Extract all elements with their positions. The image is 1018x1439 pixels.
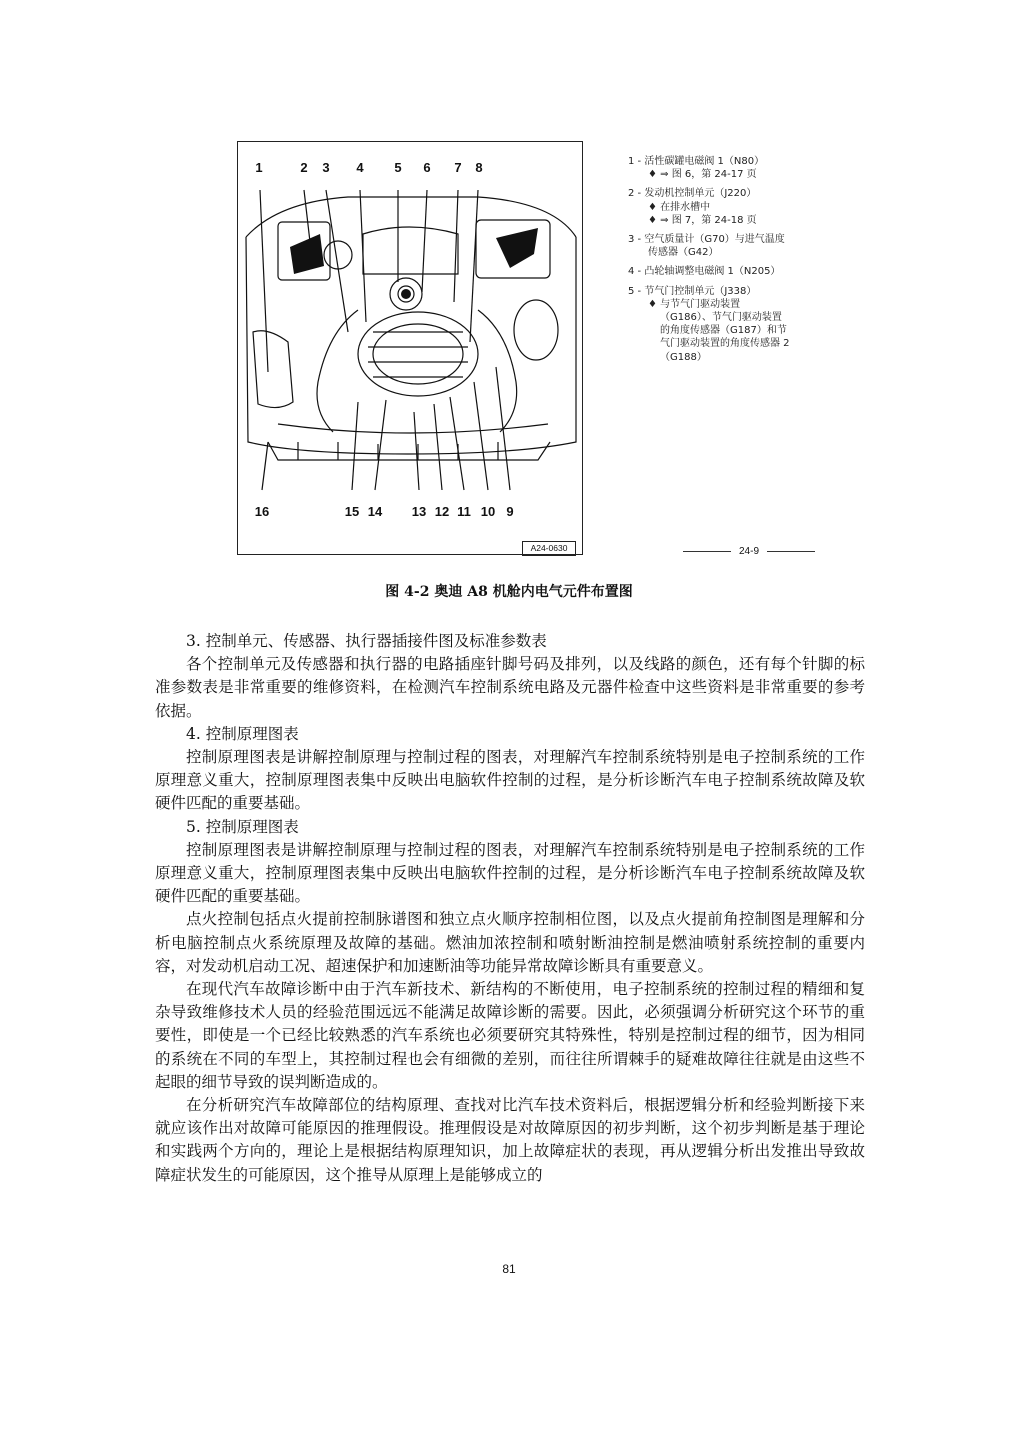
legend-item-note: ♦ ⇒ 图 6，第 24-17 页 xyxy=(648,169,757,181)
legend-item xyxy=(628,187,828,227)
engine-bay-figure xyxy=(237,141,583,555)
legend-item-title: 4 - 凸轮轴调整电磁阀 1（N205） xyxy=(628,266,781,278)
legend-item-continuation: 气门驱动装置的角度传感器 2 xyxy=(660,338,790,350)
callout-label: 1 xyxy=(255,160,263,175)
section-heading: 4. 控制原理图表 xyxy=(186,724,299,743)
divider xyxy=(683,551,731,552)
legend-item xyxy=(628,233,828,259)
figure-page-reference xyxy=(683,543,815,559)
legend-item xyxy=(628,155,828,181)
callout-label: 3 xyxy=(322,160,330,175)
callout-label: 14 xyxy=(367,504,383,519)
callout-label: 6 xyxy=(423,160,431,175)
callout-label: 12 xyxy=(434,504,450,519)
legend-item-note: ♦ ⇒ 图 7，第 24-18 页 xyxy=(648,214,757,226)
callout-label: 7 xyxy=(454,160,462,175)
paragraph: 在现代汽车故障诊断中由于汽车新技术、新结构的不断使用，电子控制系统的控制过程的精细和复杂导致维修技术人员的经验范围远远不能满足故障诊断的需要。因此，必须强调分析研究这个环节的重要性，即使是一个已经比较熟悉的汽车系统也必须要研究其特殊性，特别是控制过程的细节，因为相同的系统在不同的车型上，其控制过程也会有细微的差别，而往往所谓棘手的疑难故障往往就是由这些不起眼的细节导致的误判断造成的。 xyxy=(155,980,865,1091)
legend-item-title: 5 - 节气门控制单元（J338） xyxy=(628,285,757,297)
figure-caption: 图 4-2 奥迪 A8 机舱内电气元件布置图 xyxy=(385,584,633,600)
paragraph: 各个控制单元及传感器和执行器的电路插座针脚号码及排列，以及线路的颜色，还有每个针脚的标准参数表是非常重要的维修资料，在检测汽车控制系统电路及元器件检查中这些资料是非常重要的参考依据。 xyxy=(155,655,865,720)
callout-label: 8 xyxy=(475,160,483,175)
body-text xyxy=(155,630,865,1187)
callout-label: 11 xyxy=(457,504,471,519)
figure-code: A24-0630 xyxy=(522,541,576,556)
legend-item-note: ♦ 与节气门驱动装置 xyxy=(648,298,741,310)
legend-item-continuation: （G186）、节气门驱动装置 xyxy=(660,312,782,324)
callout-label: 15 xyxy=(344,504,360,519)
legend-item-continuation: 的角度传感器（G187）和节 xyxy=(660,325,787,337)
callout-label: 4 xyxy=(356,160,364,175)
figure-legend xyxy=(628,155,828,370)
section-heading: 5. 控制原理图表 xyxy=(186,817,299,836)
legend-item-note: ♦ 在排水槽中 xyxy=(648,201,711,213)
figure-page-ref-text: 24-9 xyxy=(739,545,760,557)
callout-label: 16 xyxy=(254,504,270,519)
callout-label: 5 xyxy=(394,160,402,175)
legend-item-title: 2 - 发动机控制单元（J220） xyxy=(628,188,757,200)
page-number: 81 xyxy=(502,1262,516,1276)
section-heading: 3. 控制单元、传感器、执行器插接件图及标准参数表 xyxy=(186,632,547,650)
callout-label: 13 xyxy=(411,504,427,519)
legend-item-title: 1 - 活性碳罐电磁阀 1（N80） xyxy=(628,156,765,167)
paragraph: 控制原理图表是讲解控制原理与控制过程的图表，对理解汽车控制系统特别是电子控制系统的工作原理意义重大，控制原理图表集中反映出电脑软件控制的过程，是分析诊断汽车电子控制系统故障及软硬件匹配的重要基础。 xyxy=(155,748,865,813)
divider xyxy=(767,551,815,552)
callout-label: 2 xyxy=(300,160,308,175)
paragraph: 点火控制包括点火提前控制脉谱图和独立点火顺序控制相位图，以及点火提前角控制图是理解和分析电脑控制点火系统原理及故障的基础。燃油加浓控制和喷射断油控制是燃油喷射系统控制的重要内容，对发动机启动工况、超速保护和加速断油等功能异常故障诊断具有重要意义。 xyxy=(155,910,865,975)
legend-item-continuation: 传感器（G42） xyxy=(648,247,719,259)
legend-item xyxy=(628,285,828,364)
callout-label: 10 xyxy=(480,504,496,519)
callout-label: 9 xyxy=(506,504,514,519)
legend-item xyxy=(628,265,828,278)
engine-bay-drawing xyxy=(238,142,582,554)
paragraph: 控制原理图表是讲解控制原理与控制过程的图表，对理解汽车控制系统特别是电子控制系统的工作原理意义重大，控制原理图表集中反映出电脑软件控制的过程，是分析诊断汽车电子控制系统故障及软硬件匹配的重要基础。 xyxy=(155,840,865,906)
paragraph: 在分析研究汽车故障部位的结构原理、查找对比汽车技术资料后，根据逻辑分析和经验判断接下来就应该作出对故障可能原因的推理假设。推理假设是对故障原因的初步判断，这个初步判断是基于理论和实践两个方向的，理论上是根据结构原理知识，加上故障症状的表现，再从逻辑分析出发推出导致故障症状发生的可能原因，这个推导从原理上是能够成立的 xyxy=(155,1096,865,1184)
legend-item-continuation: （G188） xyxy=(660,351,707,363)
legend-item-title: 3 - 空气质量计（G70）与进气温度 xyxy=(628,234,785,246)
